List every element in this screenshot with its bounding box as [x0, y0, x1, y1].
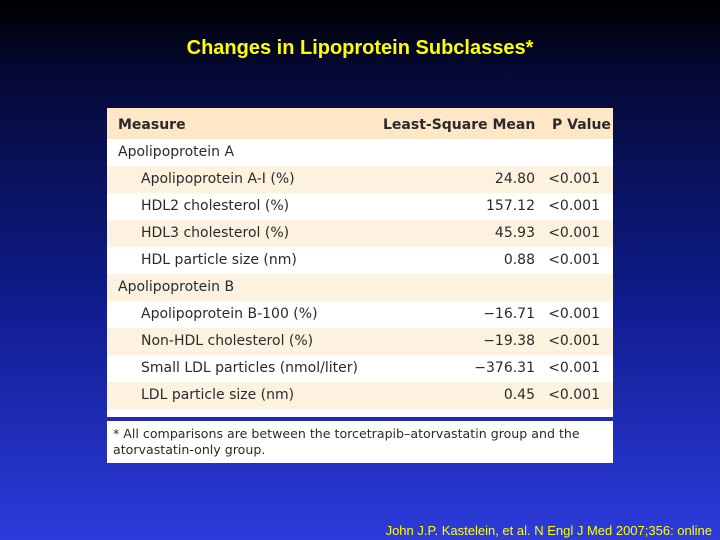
table-row	[107, 301, 613, 328]
row-measure: Non-HDL cholesterol (%)	[141, 333, 314, 349]
row-p-value: <0.001	[548, 171, 600, 187]
table-row	[107, 193, 613, 220]
row-mean: −19.38	[483, 333, 535, 349]
results-table	[107, 108, 613, 417]
table-header-row	[107, 108, 613, 139]
table-row	[107, 328, 613, 355]
table-row	[107, 355, 613, 382]
citation: John J.P. Kastelein, et al. N Engl J Med 2007;356: online	[385, 523, 712, 538]
table-row	[107, 247, 613, 274]
row-mean: 24.80	[494, 171, 535, 187]
row-mean: 0.45	[503, 387, 535, 403]
header-least-square-mean: Least-Square Mean	[383, 117, 536, 133]
row-mean: 45.93	[494, 225, 535, 241]
row-p-value: <0.001	[548, 306, 600, 322]
row-measure: Apolipoprotein B-100 (%)	[141, 306, 318, 322]
row-measure: HDL3 cholesterol (%)	[141, 225, 290, 241]
row-p-value: <0.001	[548, 198, 600, 214]
row-measure: HDL particle size (nm)	[141, 252, 297, 268]
group-label: Apolipoprotein B	[118, 279, 235, 295]
row-p-value: <0.001	[548, 387, 600, 403]
table-group-row	[107, 274, 613, 301]
table-row	[107, 220, 613, 247]
row-p-value: <0.001	[548, 225, 600, 241]
row-p-value: <0.001	[548, 360, 600, 376]
header-measure: Measure	[118, 117, 186, 133]
footnote-text: * All comparisons are between the torcetrapib–atorvastatin group and the atorvastatin-only group.	[113, 426, 580, 457]
table-footnote	[107, 421, 613, 463]
row-measure: Apolipoprotein A-I (%)	[141, 171, 295, 187]
slide-title: Changes in Lipoprotein Subclasses*	[186, 37, 534, 59]
table-row	[107, 382, 613, 409]
row-p-value: <0.001	[548, 252, 600, 268]
row-mean: 157.12	[486, 198, 535, 214]
group-label: Apolipoprotein A	[118, 144, 235, 160]
row-mean: −376.31	[474, 360, 535, 376]
row-p-value: <0.001	[548, 333, 600, 349]
row-mean: −16.71	[483, 306, 535, 322]
header-p-value: P Value	[552, 117, 611, 133]
table-group-row	[107, 139, 613, 166]
row-mean: 0.88	[503, 252, 535, 268]
row-measure: Small LDL particles (nmol/liter)	[141, 360, 358, 376]
row-measure: HDL2 cholesterol (%)	[141, 198, 290, 214]
table-row	[107, 166, 613, 193]
row-measure: LDL particle size (nm)	[141, 387, 295, 403]
